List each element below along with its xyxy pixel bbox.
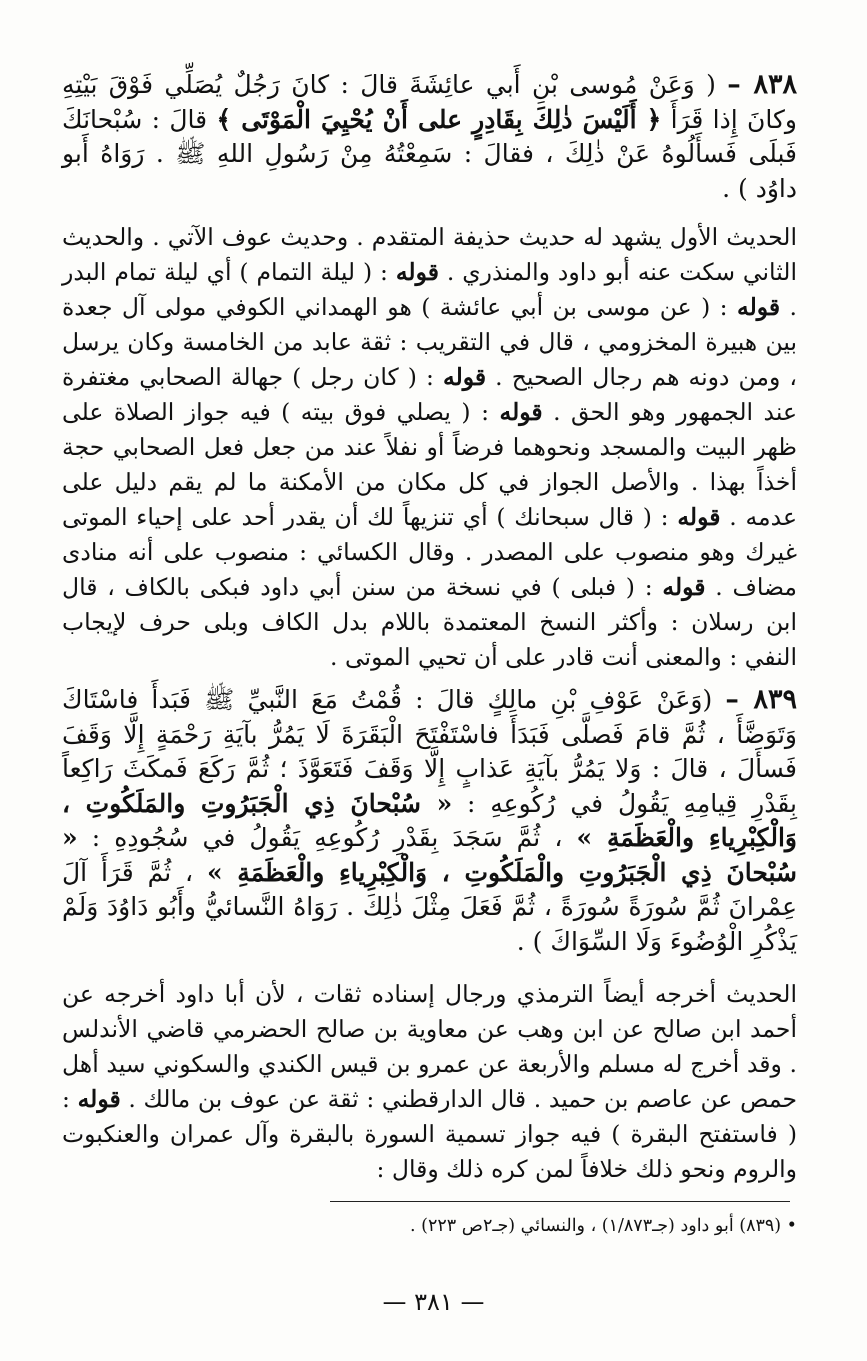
commentary-text: الحديث الأول يشهد له حديث حذيفة المتقدم . وحديث عوف الآتي . والحديث الثاني سكت عنه أبو داود والمنذري . bbox=[62, 223, 798, 286]
hadith-number-839: ٨٣٩ – bbox=[725, 684, 797, 715]
qawluhu-keyword: قوله bbox=[677, 503, 721, 531]
hadith-839-text-1: (وَعَنْ عَوْفِ بْنِ مالِكٍ قالَ : قُمْتُ مَعَ النَّبيِّ ﷺ فَبَدأَ فاسْتَاكَ وَتَوَضَّأَ ، ثُمَّ قامَ فَصلَّى فَبَدَأَ فاسْتَفْتَحَ الْبَقَرَةَ لَا يَمُرُّ بآيَةِ رَحْمَةٍ إِلَّا وَقَفَ فَسأَلَ ، قالَ : وَلا يَمُرُّ بآيَةِ عَذابٍ إِلَّا وَقَفَ فَتَعَوَّذَ ؛ ثُمَّ رَكَعَ فَمكَثَ رَاكِعاً بِقَدْرِ قِيامِهِ يَقُولُ في رُكُوعِهِ : bbox=[62, 685, 797, 818]
qawluhu-keyword: قوله bbox=[736, 293, 781, 321]
hadith-839-text-3: ، ثُمَّ قَرَأَ آلَ عِمْرانَ ثُمَّ سُورَةً سُورَةً ، ثُمَّ فَعَلَ مِثْلَ ذٰلِكَ . رَوَاهُ النَّسائيُّ وأَبُو دَاوُدَ وَلَمْ يَذْكُرِ الْوُضُوءَ وَلَا السِّوَاكَ ) . bbox=[62, 857, 797, 956]
quran-verse: ﴿ أَلَيْسَ ذٰلِكَ بِقَادِرٍ على أَنْ يُحْيِيَ الْمَوْتَى ﴾ bbox=[216, 104, 662, 134]
hadith-838-text-2: قالَ : سُبْحانَكَ فَبلَى فَسأَلُوهُ عَنْ ذٰلِكَ ، فقالَ : سَمِعْتُهُ مِنْ رَسُولِ اللهِ ﷺ . رَوَاهُ أَبو داوُد ) . bbox=[62, 104, 797, 203]
qawluhu-keyword: قوله bbox=[77, 1085, 121, 1113]
hadith-838-text-1: ( وَعَنْ مُوسى بْنِ أَبي عائِشَةَ قالَ : كانَ رَجُلٌ يُصَلِّي فَوْقَ بَيْتِهِ وكانَ إِذا قَرَأَ bbox=[62, 70, 797, 134]
commentary-839 bbox=[62, 977, 797, 1187]
commentary-text: : ( قال سبحانك ) أي تنزيهاً لك أن يقدر أحد على إحياء الموتى غيرك وهو منصوب على المصدر . وقال الكسائي : منصوب على أنه منادى مضاف . bbox=[62, 503, 797, 601]
hadith-839 bbox=[62, 683, 797, 959]
qawluhu-keyword: قوله bbox=[662, 573, 706, 601]
qawluhu-keyword: قوله bbox=[442, 363, 487, 391]
dua-sujud: « سُبْحانَ ذِي الْجَبَرُوتِ والْمَلَكُوتِ ، وَالْكِبْرِياءِ والْعَظَمَةِ » bbox=[62, 823, 797, 887]
commentary-text: : ( فاستفتح البقرة ) فيه جواز تسمية السورة بالبقرة وآل عمران والعنكبوت والروم ونحو ذلك خلافاً لمن كره ذلك وقال : bbox=[62, 1085, 797, 1183]
commentary-text: : ( عن موسى بن أبي عائشة ) هو الهمداني الكوفي مولى آل جعدة بين هبيرة المخزومي ، قال في التقريب : ثقة عابد من الخامسة وكان يرسل ، ومن دونه هم رجال الصحيح . bbox=[62, 293, 798, 391]
commentary-text: الحديث أخرجه أيضاً الترمذي ورجال إسناده ثقات ، لأن أبا داود أخرجه عن أحمد ابن صالح عن ابن وهب عن معاوية بن صالح الحضرمي قاضي الأندلس . وقد أخرج له مسلم والأربعة عن عمرو بن قيس الكندي والسكوني سيد أهل حمص عن عاصم بن حميد . قال الدارقطني : ثقة عن عوف بن مالك . bbox=[62, 980, 797, 1113]
commentary-text: : ( ليلة التمام ) أي ليلة تمام البدر . bbox=[62, 258, 797, 321]
qawluhu-keyword: قوله bbox=[395, 258, 439, 286]
footnote-divider bbox=[330, 1201, 790, 1202]
page-number: — ٣٨١ — bbox=[382, 1288, 485, 1316]
hadith-839-text-2: ، ثُمَّ سَجَدَ بِقَدْرِ رُكُوعِهِ يَقُولُ في سُجُودِهِ : bbox=[77, 823, 577, 852]
commentary-text: : ( فبلى ) في نسخة من سنن أبي داود فبكى بالكاف ، قال ابن رسلان : وأكثر النسخ المعتمدة باللام بدل الكاف وبلى حرف لإيجاب النفي : والمعنى أنت قادر على أن تحيي الموتى . bbox=[62, 573, 797, 671]
commentary-838 bbox=[62, 220, 797, 675]
commentary-text: : ( يصلي فوق بيته ) فيه جواز الصلاة على ظهر البيت والمسجد ونحوهما فرضاً أو نفلاً عند من جعل فعل الصحابي حجة أخذاً بهذا . والأصل الجواز في كل مكان من الأمكنة ما لم يقم دليل على عدمه . bbox=[62, 398, 797, 531]
hadith-number-838: ٨٣٨ – bbox=[727, 69, 797, 100]
dua-ruku: « سُبْحانَ ذِي الْجَبَرُوتِ والمَلَكُوتِ ، وَالْكِبْرِياءِ والْعَظَمَةِ » bbox=[62, 788, 797, 852]
hadith-838 bbox=[62, 68, 797, 206]
footnote: • (٨٣٩) أبو داود (جـ١/٨٧٣) ، والنسائي (جـ٢ص ٢٢٣) . bbox=[410, 1216, 797, 1236]
commentary-text: : ( كان رجل ) جهالة الصحابي مغتفرة عند الجمهور وهو الحق . bbox=[62, 363, 797, 426]
qawluhu-keyword: قوله bbox=[499, 398, 543, 426]
